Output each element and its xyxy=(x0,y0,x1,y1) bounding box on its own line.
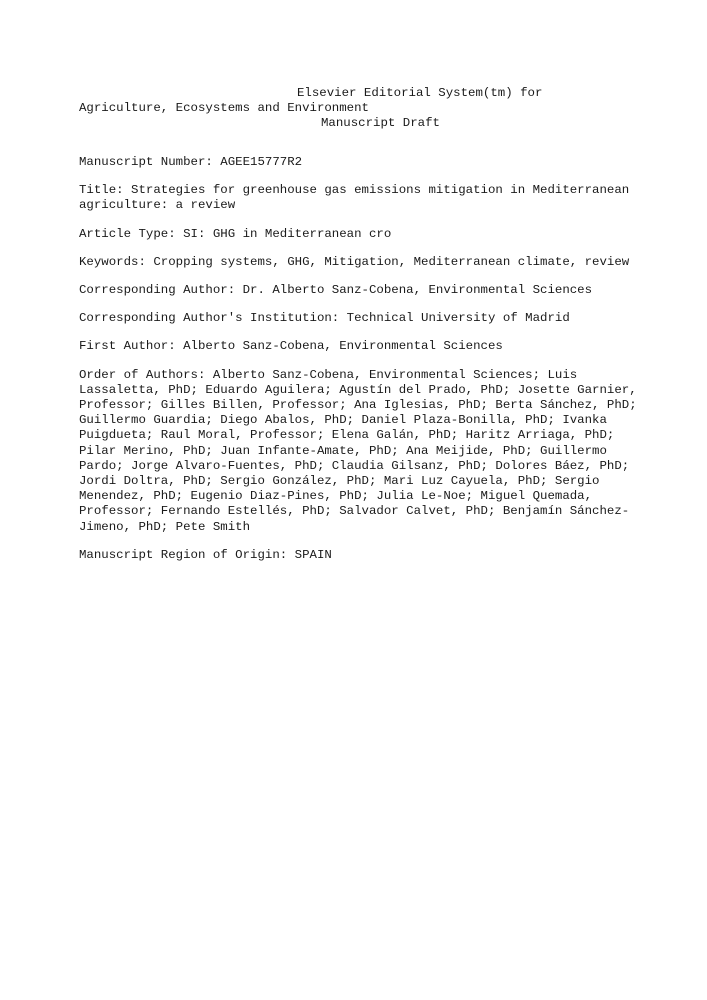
manuscript-number: Manuscript Number: AGEE15777R2 xyxy=(79,155,303,169)
corresponding-institution: Corresponding Author's Institution: Technical University of Madrid xyxy=(79,311,570,326)
manuscript-details xyxy=(79,155,639,576)
manuscript-title: Title: Strategies for greenhouse gas emissions mitigation in Mediterranean agriculture: a review xyxy=(79,183,630,213)
corresponding-author: Corresponding Author: Dr. Alberto Sanz-Cobena, Environmental Sciences xyxy=(79,283,593,298)
article-type: Article Type: SI: GHG in Mediterranean cro xyxy=(79,226,392,241)
header-system-line: Elsevier Editorial System(tm) for xyxy=(297,86,543,100)
header-draft-line: Manuscript Draft xyxy=(321,116,440,131)
document-header xyxy=(79,86,639,132)
region-of-origin: Manuscript Region of Origin: SPAIN xyxy=(79,547,332,562)
order-of-authors: Order of Authors: Alberto Sanz-Cobena, Environmental Sciences; Luis Lassaletta, PhD; Eduardo Aguilera; Agustín del Prado, PhD; Josette Garnier, Professor; Gilles Billen, Professor; Ana Iglesias, PhD; Berta Sánchez, PhD; Guillermo Guardia; Diego Abalos, PhD; Daniel Plaza-Bonilla, PhD; Ivanka Puigdueta; Raul Moral, Professor; Elena Galán, PhD; Haritz Arriaga, PhD; Pilar Merino, PhD; Juan Infante-Amate, PhD; Ana Meijide, PhD; Guillermo Pardo; Jorge Alvaro-Fuentes, PhD; Claudia Gilsanz, PhD; Dolores Báez, PhD; Jordi Doltra, PhD; Sergio González, PhD; Mari Luz Cayuela, PhD; Sergio Menendez, PhD; Eugenio Diaz-Pines, PhD; Julia Le-Noe; Miguel Quemada, Professor; Fernando Estellés, PhD; Salvador Calvet, PhD; Benjamín Sánchez-Jimeno, PhD; Pete Smith xyxy=(79,367,637,534)
header-journal-line: Agriculture, Ecosystems and Environment xyxy=(79,101,369,116)
first-author: First Author: Alberto Sanz-Cobena, Environmental Sciences xyxy=(79,339,503,354)
keywords: Keywords: Cropping systems, GHG, Mitigation, Mediterranean climate, review xyxy=(79,254,630,269)
